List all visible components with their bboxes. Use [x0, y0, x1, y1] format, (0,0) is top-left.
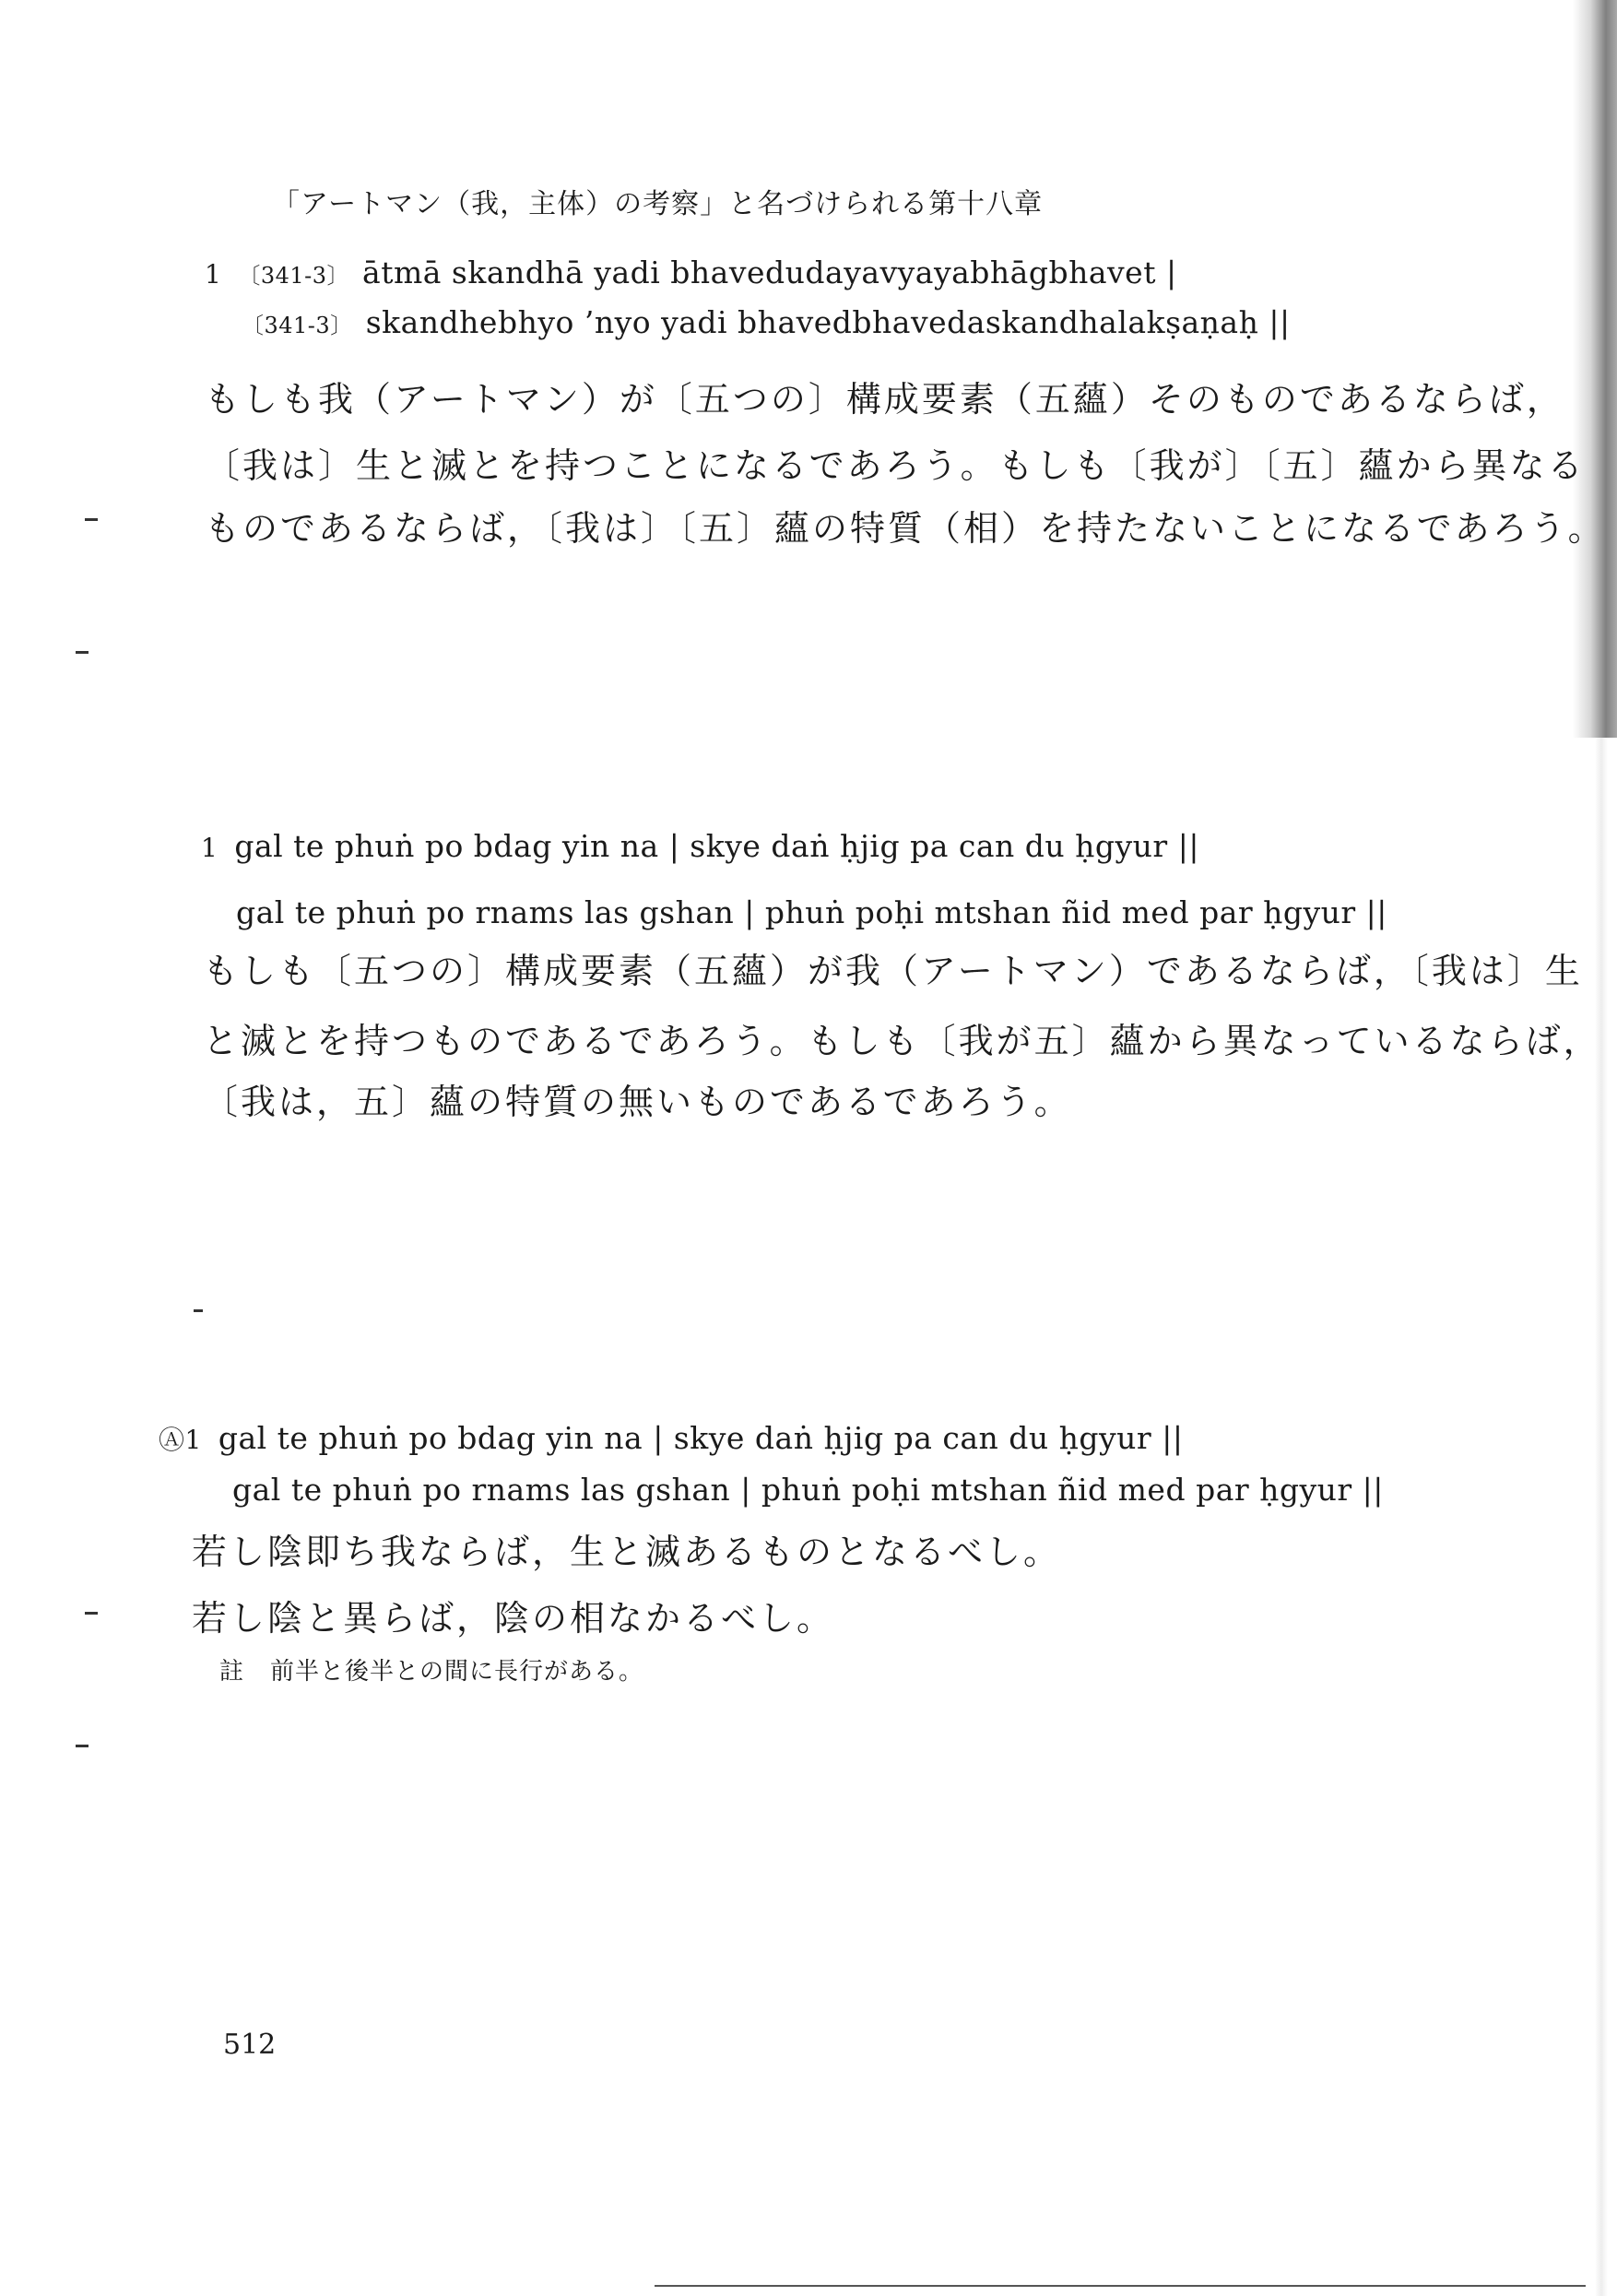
margin-mark [76, 1745, 89, 1747]
translation-line: 〔我は〕生と滅とを持つことになるであろう。もしも〔我が〕〔五〕蘊から異なる [205, 445, 1586, 486]
margin-mark [85, 1612, 98, 1615]
tibetan-verse-line [201, 828, 1199, 864]
sanskrit-text: ātmā skandhā yadi bhavedudayavyayabhāgbhavet | [362, 254, 1177, 290]
page-number: 512 [223, 2029, 277, 2061]
tibetan-verse-line: gal te phuṅ po rnams las gshan | phuṅ poḥi mtshan ñid med par ḥgyur || [236, 894, 1387, 930]
footnote-text: 前半と後半との間に長行がある。 [270, 1658, 644, 1686]
commentary-translation-line: 若し陰と異らば，陰の相なかるべし。 [192, 1598, 835, 1639]
sanskrit-verse-line [205, 254, 1177, 290]
verse-number: Ⓐ1 [159, 1425, 202, 1455]
translation-line: ものであるならば，〔我は〕〔五〕蘊の特質（相）を持たないことになるであろう。 [205, 508, 1606, 549]
commentary-verse-line [159, 1420, 1183, 1457]
tibetan-text: gal te phuṅ po bdag yin na | skye daṅ ḥjig pa can du ḥgyur || [234, 828, 1199, 864]
scan-page-edge-lower [1595, 738, 1608, 2296]
verse-number: 1 [201, 833, 218, 863]
margin-mark [194, 1309, 203, 1312]
tibetan-text: gal te phuṅ po bdag yin na | skye daṅ ḥjig pa can du ḥgyur || [218, 1420, 1184, 1456]
sanskrit-text: skandhebhyo ’nyo yadi bhavedbhavedaskandhalakṣaṇaḥ || [365, 304, 1291, 340]
verse-number: 1 [205, 259, 222, 290]
footnote [219, 1652, 643, 1686]
translation-line: もしも我（アートマン）が〔五つの〕構成要素（五蘊）そのものであるならば， [205, 379, 1564, 420]
translation-line: もしも〔五つの〕構成要素（五蘊）が我（アートマン）であるならば，〔我は〕生 [203, 951, 1583, 991]
bottom-rule [655, 2285, 1586, 2287]
page-reference: 〔341-3〕 [238, 263, 350, 289]
margin-mark [76, 651, 89, 654]
margin-mark [85, 518, 98, 521]
chapter-heading: 「アートマン（我，主体）の考察」と名づけられる第十八章 [272, 188, 1044, 220]
translation-line: と滅とを持つものであるであろう。もしも〔我が五〕蘊から異なっているならば， [203, 1021, 1601, 1061]
footnote-label: 註 [219, 1658, 245, 1686]
sanskrit-verse-line [242, 304, 1291, 340]
page-reference: 〔341-3〕 [242, 313, 353, 338]
translation-line: 〔我は，五〕蘊の特質の無いものであるであろう。 [203, 1082, 1072, 1122]
commentary-verse-line: gal te phuṅ po rnams las gshan | phuṅ poḥi mtshan ñid med par ḥgyur || [232, 1472, 1384, 1508]
commentary-translation-line: 若し陰即ち我ならば，生と滅あるものとなるべし。 [192, 1532, 1062, 1572]
scan-page-edge [1573, 0, 1617, 738]
